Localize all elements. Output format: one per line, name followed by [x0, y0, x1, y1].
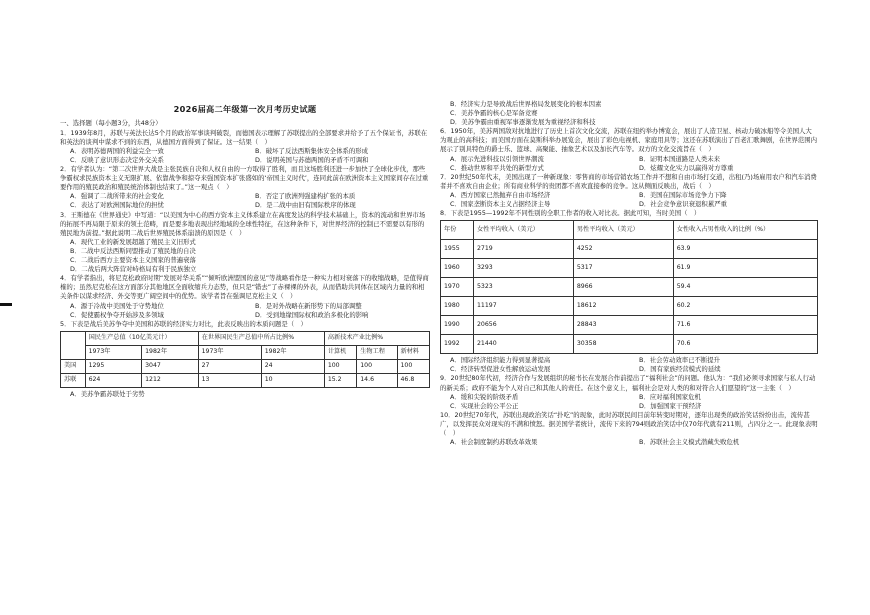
table-cell: 2719 — [473, 240, 573, 259]
table-cell: 70.6 — [673, 335, 817, 354]
table-cell: 3047 — [142, 359, 199, 373]
options — [60, 302, 430, 320]
option-b[interactable]: B．是对外战略在新形势下的局部调整 — [255, 301, 362, 310]
question-2 — [60, 165, 430, 210]
options — [440, 393, 818, 411]
question-stem: 6．1950年，美苏两国敌对抗地进行了历史上首次文化交流，苏联在纽约举办博览会，展出了人造卫星、核动力破冰船等令美国人大为观止的高科技；而美国方面在莫斯科举办展览会，展出了彩色电视机、家庭用具等；这还在苏联演出了百老汇歌舞剧，在世界范围内展示了别具特色的爵士乐、篮球、高聚能、抽象艺术以及加长汽车等。双方的文化交流旨在（ ） — [440, 127, 818, 154]
table-cell: 59.4 — [673, 278, 817, 297]
option-d[interactable]: D．受到地缘国际权和政治多极化的影响 — [255, 310, 369, 319]
subheader-computer: 计算机 — [324, 345, 356, 359]
economy-comparison-table — [60, 331, 430, 388]
option-d[interactable]: D．二战后两大阵营对峙格局有利于民族独立 — [70, 265, 197, 274]
question-4 — [60, 274, 430, 319]
option-c[interactable]: C．表达了对欧洲国际地位的担忧 — [70, 201, 164, 210]
option-a[interactable]: A．表明苏德两国的利益完全一致 — [70, 146, 164, 155]
option-a[interactable]: A．美苏争霸苏联处于劣势 — [70, 389, 145, 398]
exam-title: 2026届高二年级第一次月考历史试题 — [173, 104, 317, 114]
table-cell: 30358 — [573, 335, 673, 354]
table-row — [441, 335, 818, 354]
table-cell: 100 — [397, 359, 430, 373]
option-d[interactable]: D．是二战中由旧有国际秩序的体现 — [255, 201, 356, 210]
option-b[interactable]: B．苏联社会主义模式潜藏失败危机 — [639, 438, 740, 447]
option-b[interactable]: B．破坏了反法西斯集体安全体系的形成 — [255, 146, 369, 155]
table-cell: 18612 — [573, 297, 673, 316]
question-10 — [440, 411, 818, 447]
table-cell: 1980 — [441, 297, 474, 316]
option-b[interactable]: B．否定了欧洲列强建构扩张的本质 — [255, 192, 356, 201]
question-7 — [440, 173, 818, 209]
options — [60, 147, 430, 165]
option-b[interactable]: B．经济实力是导致战后世界格局发展变化的根本因素 — [450, 100, 602, 108]
options — [440, 191, 818, 209]
option-d[interactable]: D．说明英国与苏德两国的矛盾不可调和 — [255, 156, 369, 165]
option-c[interactable]: C．国家垄断资本主义占据经济主导 — [450, 200, 551, 209]
option-b[interactable]: B．应对福利国家危机 — [639, 392, 701, 401]
option-a[interactable]: A．强调了二战所带来的社会变化 — [70, 192, 164, 201]
left-column — [60, 104, 430, 399]
header-gnp: 国民生产总值（10亿美元计） — [85, 331, 198, 345]
option-a[interactable]: A．社会制度制约苏联改革效果 — [450, 438, 538, 447]
option-c[interactable]: C．促使霸权争夺开始涉及多领域 — [70, 310, 164, 319]
option-c[interactable]: C．推动世界和平共处的新型方式 — [450, 163, 544, 172]
table-cell: 4252 — [573, 240, 673, 259]
option-a[interactable]: A．展示先进科技以引领世界潮流 — [450, 154, 544, 163]
table-cell: 3293 — [473, 259, 573, 278]
option-c[interactable]: C．经济转型促进女性解放运动发展 — [450, 365, 551, 374]
table-cell: 1295 — [85, 359, 142, 373]
table-cell: 美国 — [61, 359, 86, 373]
options — [440, 438, 818, 447]
option-c[interactable]: C．反映了意识形态决定外交关系 — [70, 156, 164, 165]
table-cell: 5317 — [573, 259, 673, 278]
question-6 — [440, 127, 818, 172]
option-a[interactable]: A．西方国家已然抛弃自由市场经济 — [450, 190, 551, 199]
table-cell: 14.6 — [357, 373, 397, 387]
question-5 — [60, 320, 430, 399]
header-cell: 女性收入占男性收入的比例（%） — [673, 221, 817, 240]
option-a[interactable]: A．源于冷战中美国处于守势地位 — [70, 301, 164, 310]
question-stem: 5．下表是战后美苏争夺中美国和苏联的经济实力对比，此表反映出的本质问题是（ ） — [60, 319, 307, 328]
question-9 — [440, 374, 818, 410]
subheader-new-materials: 新材料 — [397, 345, 430, 359]
table-row — [441, 316, 818, 335]
option-a[interactable]: A．现代工业的新发展超越了殖民主义旧形式 — [70, 237, 196, 246]
table-row — [441, 240, 818, 259]
option-b[interactable]: B．证明本国道路是人类未来 — [639, 154, 721, 163]
table-cell: 1955 — [441, 240, 474, 259]
table-cell: 71.6 — [673, 316, 817, 335]
options — [440, 356, 818, 374]
option-b[interactable]: B．美国在国际市场竞争力下降 — [639, 190, 727, 199]
option-d[interactable]: D．加强国家干预经济 — [639, 401, 702, 410]
question-stem: 2．有学者认为：“第二次世界大战是主张民族自决和人权自由的一方取得了胜利，而且这场胜利还进一步加快了全球化步伐，那些争霸权求民族资本主义无限扩展、依靠战争和掠夺来强国资本扩张盛如的‘帝国主义时代’，连同此前在欧洲资本主义国家间存在过重要作用的殖民政治和殖民统治体制也结束了。”这一观点（ ） — [60, 165, 429, 192]
table-row — [61, 359, 430, 373]
question-stem: 4．有学者指出，将尼克松政府时期“发展对华关系”“倾听欧洲盟国的意见”等战略看作是一种实力相对衰落下的收缩战略，是值得商榷的；虽然尼克松在这方面部分其他地区全面收缩兵力态势，但只是“错去”了赤裸裸的外表，从而借助共同体在区域内力量的和相关条件以谋求经济、外交等更广阔空间中的优势。该学者旨在强调尼克松主义（ ） — [60, 274, 429, 301]
option-d[interactable]: D．社会竞争意识衰退积累严重 — [639, 200, 727, 209]
header-cell: 女性平均收入（美元） — [473, 221, 573, 240]
subheader-year: 1982年 — [142, 345, 199, 359]
header-cell: 男性平均收入（美元） — [573, 221, 673, 240]
options — [440, 155, 818, 173]
question-stem: 3．王斯德在《世界通史》中写道：“以美国为中心的西方资本主义体系建立在高度发达的科学技术基础上，资本的流动和世界市场的拓展不再局限于原来的领土范畴，而是要多地表现出经地域的全球性特征，在这种条件下，对世界经济的控制已不需要以有形的殖民地为前提。”据此说明二战后世界殖民体系崩溃的原因是（ ） — [60, 210, 426, 237]
table-cell: 46.8 — [397, 373, 430, 387]
table-cell: 13 — [198, 373, 261, 387]
question-3 — [60, 211, 430, 275]
table-cell: 1970 — [441, 278, 474, 297]
option-c[interactable]: C．实现社会的公平公正 — [450, 401, 519, 410]
table-cell: 61.9 — [673, 259, 817, 278]
question-8 — [440, 209, 818, 374]
header-high-tech: 高新技术产业比例% — [324, 331, 429, 345]
table-cell: 28843 — [573, 316, 673, 335]
subheader-year: 1973年 — [198, 345, 261, 359]
table-cell: 11197 — [473, 297, 573, 316]
table-cell: 100 — [357, 359, 397, 373]
table-cell: 8966 — [573, 278, 673, 297]
table-row — [441, 297, 818, 316]
table-row — [441, 278, 818, 297]
option-b[interactable]: B．二战中反法西斯同盟推动了殖民地的自决 — [70, 246, 196, 255]
question-stem: 8．下表是1955—1992年不同性别的全职工作者的收入对比表。据此可知，当时美国（ ） — [440, 209, 701, 218]
table-cell: 1960 — [441, 259, 474, 278]
table-cell: 5323 — [473, 278, 573, 297]
section-heading: 一、选择题（每小题3分，共48分） — [60, 118, 162, 127]
table-cell: 15.2 — [324, 373, 356, 387]
question-stem: 7．20世纪50年代末，美国出现了一种新现象：零售商的市场营销农场工作并不想和自由市场打交道，出租(乃)场雇用农户和汽车消费者并不喜欢自由企业；所有商业科学的贵团都不喜欢直接参的竞争。这从侧面反映出，战后（ ） — [440, 172, 817, 190]
table-cell: 624 — [85, 373, 142, 387]
table-header-row — [441, 221, 818, 240]
table-cell: 63.9 — [673, 240, 817, 259]
table-cell: 24 — [261, 359, 324, 373]
table-cell: 27 — [198, 359, 261, 373]
binding-margin-mark — [0, 303, 12, 306]
options — [60, 192, 430, 210]
table-cell: 苏联 — [61, 373, 86, 387]
table-row — [441, 259, 818, 278]
question-stem: 1．1939年8月，苏联与英法长达5个月的政治军事谈判破裂，而德国表示理解了苏联提出的全部要求并给予了五个保证书，苏联在和英法的谈判中谋求不到的东西，从德国方面得到了保证。这一结果（ ） — [60, 128, 428, 146]
question-stem: 10．20世纪70年代，苏联出现政治笑话“扑吃”的现象，此时苏联民间目前年转变时期对，逐年出现类的政治笑话纷纷出击，流传甚广，以发挥民众对现实的不满和愤怒。据美国学者统计，流传下来的794则政治笑话中仅70年代就有211则，占四分之一。此现象表明（ ） — [440, 410, 818, 437]
header-cell: 年份 — [441, 221, 474, 240]
income-comparison-table — [440, 220, 818, 354]
options — [60, 238, 430, 274]
table-cell: 1992 — [441, 335, 474, 354]
table-cell: 60.2 — [673, 297, 817, 316]
table-cell: 21440 — [473, 335, 573, 354]
option-d[interactable]: D．美苏争霸由重视军事逐渐发展为重视经济和科技 — [450, 118, 596, 127]
option-a[interactable]: A．缓和尖锐的阶级矛盾 — [450, 392, 519, 401]
subheader-bioengineering: 生物工程 — [357, 345, 397, 359]
question-5-continued-options — [440, 100, 818, 127]
subheader-year: 1982年 — [261, 345, 324, 359]
option-c[interactable]: C．美苏争霸的核心是军备竞赛 — [450, 109, 538, 118]
table-corner-cell — [61, 331, 86, 359]
option-a[interactable]: A．国际经济组织能力得到显著提高 — [450, 356, 551, 365]
right-column — [440, 100, 818, 447]
question-1 — [60, 129, 430, 165]
table-cell: 1990 — [441, 316, 474, 335]
option-d[interactable]: D．国有家族经营模式的延续 — [639, 365, 721, 374]
option-d[interactable]: D．炫耀文化实力以赢得对方尊重 — [639, 163, 734, 172]
table-cell: 20656 — [473, 316, 573, 335]
question-stem: 9．20世纪80年代初，经济合作与发展组织的秘书长在发展合作前提出了“福利社会”的问题。他认为：“我们必须寻求国家与私人行动的新关系；政府不能为个人对自己和其他人的责任。在这个意义上，福利社会是对人类的和对符合人们愿望的”这一主张（ ） — [440, 374, 816, 392]
table-row — [61, 373, 430, 387]
option-b[interactable]: B．社会劳动效率已不断提升 — [639, 356, 721, 365]
option-c[interactable]: C．二战后西方主要资本主义国家的普遍衰落 — [70, 256, 196, 265]
subheader-year: 1973年 — [85, 345, 142, 359]
header-world-share: 在世界国民生产总值中所占比例% — [198, 331, 324, 345]
table-cell: 1212 — [142, 373, 199, 387]
table-cell: 10 — [261, 373, 324, 387]
table-cell: 100 — [324, 359, 356, 373]
options — [60, 390, 430, 399]
